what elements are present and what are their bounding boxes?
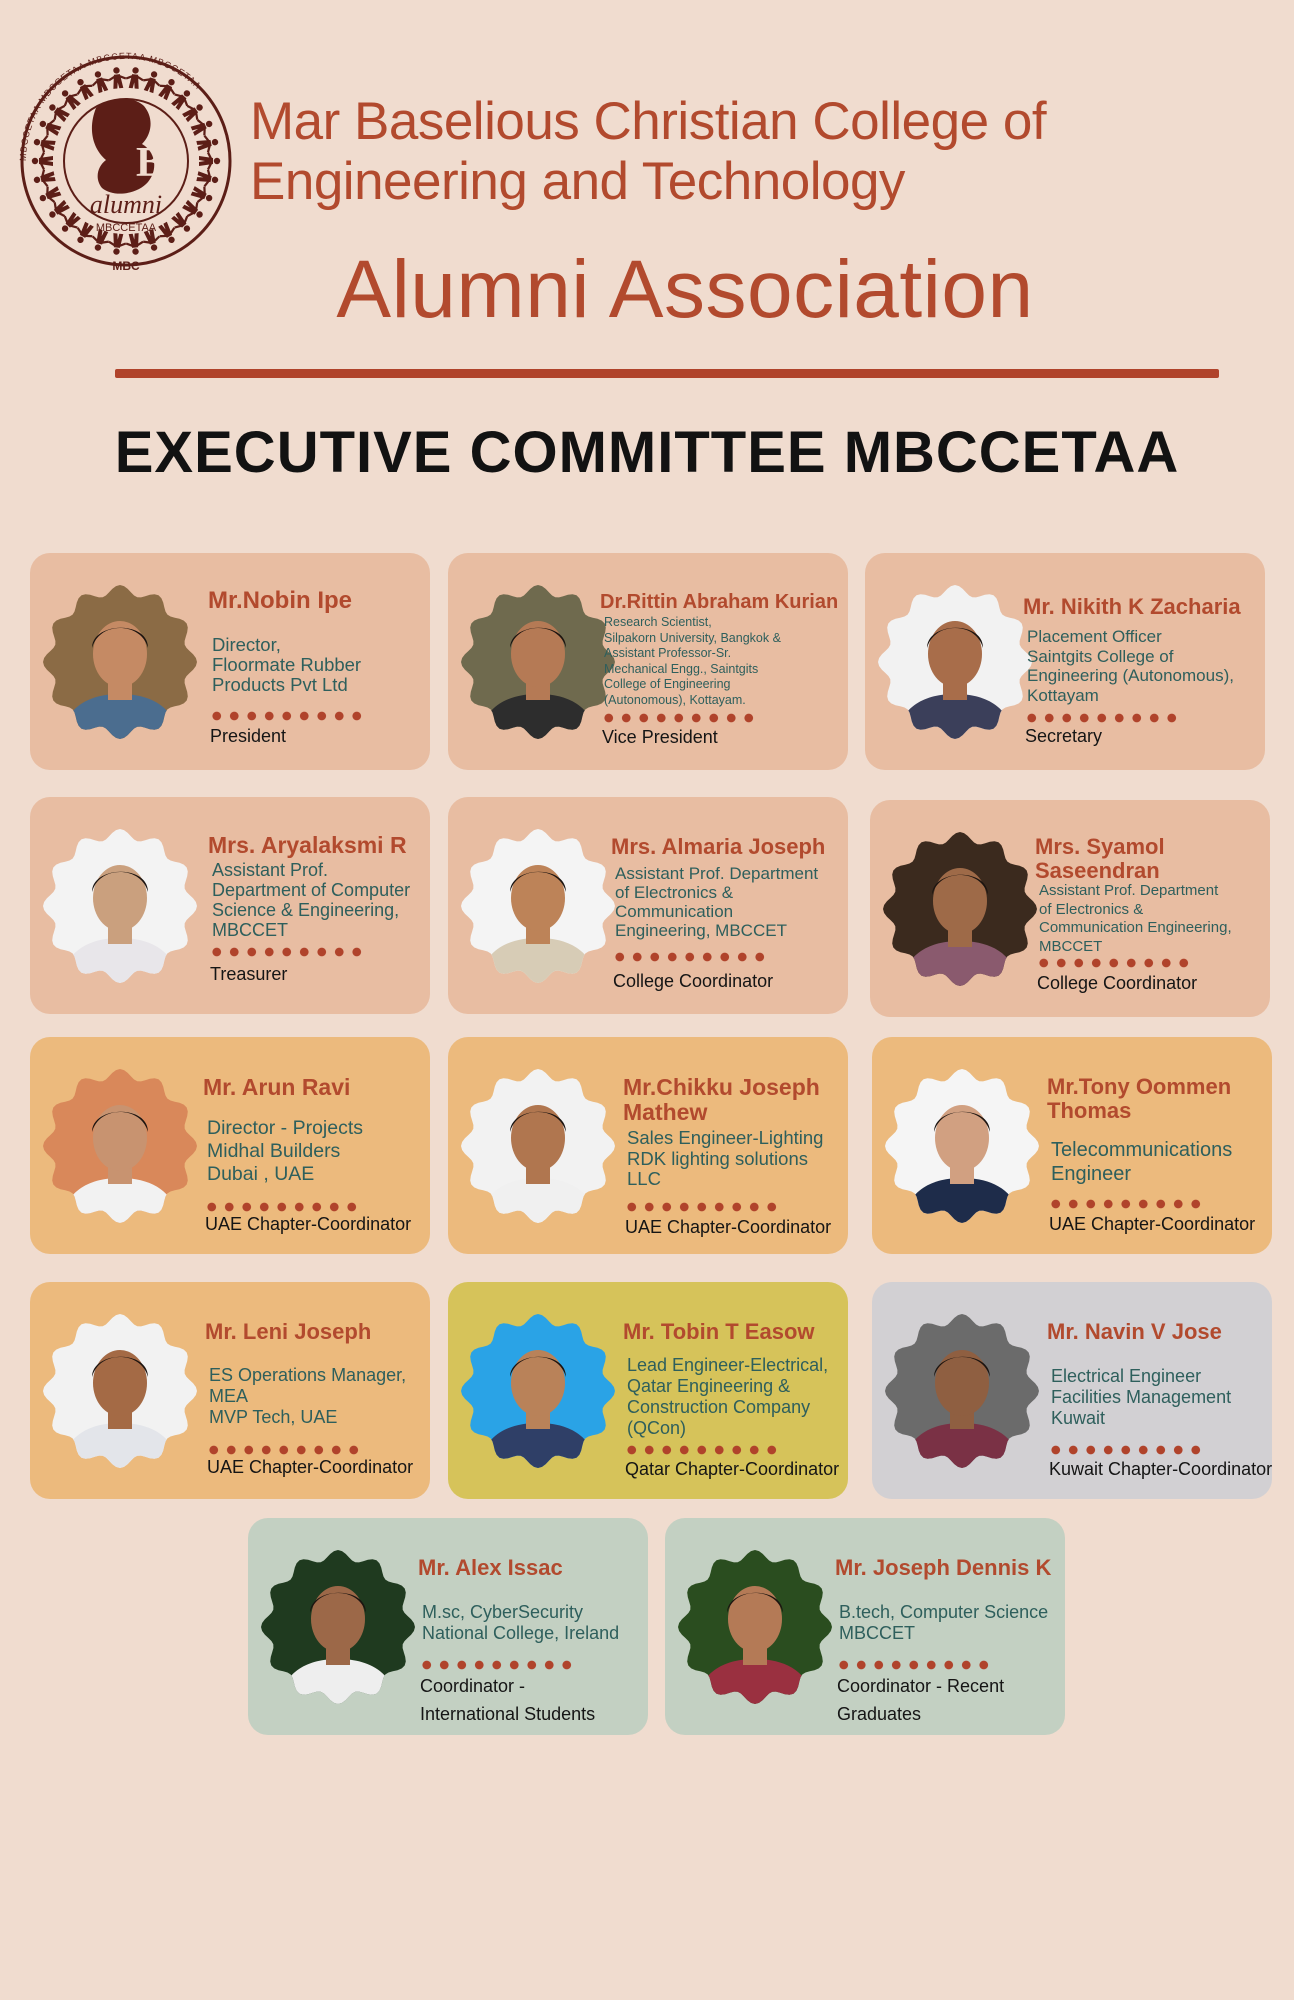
member-name xyxy=(1035,835,1165,883)
member-role xyxy=(613,970,773,992)
member-description-line: Kuwait xyxy=(1051,1408,1106,1428)
member-description-line: Electrical Engineer xyxy=(1051,1366,1202,1386)
committee-title: EXECUTIVE COMMITTEE MBCCETAA xyxy=(114,420,1180,485)
member-name-line: Mrs. Almaria Joseph xyxy=(611,834,826,859)
member-name-line: Thomas xyxy=(1047,1098,1132,1123)
member-name-line: Mr.Nobin Ipe xyxy=(208,587,352,614)
member-name-line: Mathew xyxy=(623,1099,708,1125)
member-role xyxy=(210,725,286,747)
member-description xyxy=(839,1602,1048,1644)
member-description-line: Research Scientist, xyxy=(604,615,712,629)
member-description-line: Assistant Professor-Sr. xyxy=(604,646,732,660)
profile-photo-icon xyxy=(880,829,1040,989)
member-description xyxy=(422,1602,619,1644)
member-description-line: Telecommunications xyxy=(1051,1139,1233,1161)
member-card xyxy=(865,553,1265,770)
member-description-line: MBCCET xyxy=(1039,937,1103,955)
member-description-line: Engineering, MBCCET xyxy=(615,921,787,940)
member-description-line: Kottayam xyxy=(1027,685,1099,705)
member-description xyxy=(615,864,818,940)
member-name-line: Mr. Joseph Dennis K xyxy=(835,1555,1052,1580)
member-role xyxy=(207,1456,413,1478)
member-description-line: of Electronics & xyxy=(1039,900,1144,918)
member-description-line: Department of Computer xyxy=(212,880,411,900)
profile-photo-icon xyxy=(40,1311,200,1471)
profile-photo-icon xyxy=(40,582,200,742)
member-role-line: Kuwait Chapter-Coordinator xyxy=(1049,1459,1273,1479)
member-card xyxy=(872,1282,1272,1499)
member-description xyxy=(212,635,361,695)
svg-text:B: B xyxy=(136,140,165,186)
member-role-line: UAE Chapter-Coordinator xyxy=(205,1214,412,1234)
dotted-separator xyxy=(835,1660,989,1670)
member-description-line: Science & Engineering, xyxy=(212,900,400,920)
member-role xyxy=(1049,1458,1272,1480)
member-name-line: Mr.Tony Oommen xyxy=(1047,1074,1232,1099)
member-name-line: Saseendran xyxy=(1035,858,1160,883)
logo-word: alumni xyxy=(89,190,163,219)
profile-photo-icon xyxy=(882,1311,1042,1471)
member-card xyxy=(448,1282,848,1499)
member-name-line: Mrs. Syamol xyxy=(1035,834,1165,859)
member-role-line: College Coordinator xyxy=(613,971,774,991)
member-name xyxy=(205,1320,371,1344)
member-description-line: Director - Projects xyxy=(207,1117,364,1139)
member-role-line: Vice President xyxy=(602,727,718,747)
member-description-line: B.tech, Computer Science xyxy=(839,1602,1049,1622)
dotted-separator xyxy=(623,1445,777,1455)
member-card xyxy=(870,800,1270,1017)
member-description-line: College of Engineering xyxy=(604,677,731,691)
member-role-line: UAE Chapter-Coordinator xyxy=(207,1457,414,1477)
member-role xyxy=(420,1672,595,1728)
member-description-line: Sales Engineer-Lighting xyxy=(627,1127,824,1148)
member-name-line: Mr. Tobin T Easow xyxy=(623,1319,815,1344)
member-role-line: College Coordinator xyxy=(1037,973,1198,993)
profile-photo-icon xyxy=(458,1066,618,1226)
member-description-line: MEA xyxy=(209,1386,249,1406)
member-description-line: Qatar Engineering & xyxy=(627,1376,791,1396)
member-name xyxy=(418,1556,563,1580)
member-role-line: Graduates xyxy=(837,1704,922,1724)
member-role-line: President xyxy=(210,726,287,746)
member-description xyxy=(209,1365,406,1428)
member-description-line: Communication xyxy=(615,902,734,921)
member-description-line: Dubai , UAE xyxy=(207,1163,315,1185)
dotted-separator xyxy=(600,713,754,723)
member-role-line: Coordinator - Recent xyxy=(837,1676,1005,1696)
profile-photo-icon xyxy=(458,826,618,986)
member-name-line: Mr.Chikku Joseph xyxy=(623,1074,820,1100)
member-name-line: Mrs. Aryalaksmi R xyxy=(208,832,407,858)
alumni-logo-icon xyxy=(18,48,234,274)
member-description-line: M.sc, CyberSecurity xyxy=(422,1602,584,1622)
member-role xyxy=(1025,725,1102,747)
logo-mark: MBC xyxy=(112,259,140,273)
member-card xyxy=(30,1282,430,1499)
member-description xyxy=(1051,1138,1232,1186)
member-description-line: Placement Officer xyxy=(1027,627,1162,646)
member-description xyxy=(212,860,410,940)
member-description xyxy=(1027,627,1234,705)
member-description-line: Assistant Prof. xyxy=(212,860,329,880)
member-description-line: Saintgits College of xyxy=(1027,646,1174,666)
dotted-separator xyxy=(1047,1199,1201,1209)
member-card xyxy=(448,797,848,1014)
member-description-line: Floormate Rubber xyxy=(212,654,362,675)
member-role-line: Treasurer xyxy=(210,964,288,984)
dotted-separator xyxy=(611,952,765,962)
member-description-line: Engineer xyxy=(1051,1163,1132,1185)
member-description-line: Engineering (Autonomous), xyxy=(1027,666,1234,685)
dotted-separator xyxy=(1023,713,1177,723)
member-card xyxy=(872,1037,1272,1254)
member-role xyxy=(602,726,718,748)
member-card xyxy=(448,553,848,770)
member-name xyxy=(623,1075,820,1125)
member-card xyxy=(448,1037,848,1254)
member-description-line: of Electronics & xyxy=(615,883,734,902)
profile-photo-icon xyxy=(40,826,200,986)
member-description xyxy=(627,1128,823,1190)
member-card xyxy=(30,1037,430,1254)
member-name xyxy=(1047,1320,1222,1344)
member-name-line: Mr. Leni Joseph xyxy=(205,1319,372,1344)
member-description-line: Silpakorn University, Bangkok & xyxy=(604,630,781,645)
association-title: Alumni Association xyxy=(336,244,1034,335)
member-description-line: (QCon) xyxy=(627,1418,687,1438)
member-description-line: MBCCET xyxy=(212,920,288,940)
member-role-line: International Students xyxy=(420,1704,596,1724)
member-description-line: MBCCET xyxy=(839,1623,915,1643)
dotted-separator xyxy=(208,947,362,957)
profile-photo-icon xyxy=(458,582,618,742)
member-description xyxy=(207,1117,363,1186)
member-card xyxy=(665,1518,1065,1735)
member-description-line: Facilities Management xyxy=(1051,1387,1232,1407)
member-description-line: Assistant Prof. Department xyxy=(1039,882,1219,899)
member-card xyxy=(30,553,430,770)
member-description-line: Lead Engineer-Electrical, xyxy=(627,1355,829,1375)
member-name-line: Dr.Rittin Abraham Kurian xyxy=(600,591,839,613)
member-description-line: National College, Ireland xyxy=(422,1623,620,1643)
title-divider xyxy=(115,369,1219,378)
dotted-separator xyxy=(203,1202,357,1212)
logo-ring-text: MBCCETAA MBCCETAA MBCCETAA MBCCETAA xyxy=(18,50,204,162)
member-role xyxy=(210,963,287,985)
member-name-line: Mr. Nikith K Zacharia xyxy=(1023,594,1241,619)
profile-photo-icon xyxy=(675,1547,835,1707)
member-card xyxy=(30,797,430,1014)
college-name xyxy=(250,92,1280,212)
member-description-line: (Autonomous), Kottayam. xyxy=(604,692,746,707)
member-description-line: MVP Tech, UAE xyxy=(209,1407,338,1427)
member-role xyxy=(1049,1213,1255,1235)
member-role-line: Secretary xyxy=(1025,726,1103,746)
member-name-line: Mr. Navin V Jose xyxy=(1047,1319,1222,1344)
member-name xyxy=(623,1320,815,1344)
dotted-separator xyxy=(418,1660,572,1670)
member-card xyxy=(248,1518,648,1735)
member-description-line: RDK lighting solutions xyxy=(627,1147,808,1169)
member-description-line: Mechanical Engg., Saintgits xyxy=(604,661,759,676)
profile-photo-icon xyxy=(458,1311,618,1471)
member-name xyxy=(1047,1075,1231,1123)
dotted-separator xyxy=(205,1445,359,1455)
college-name-line2: Engineering and Technology xyxy=(250,152,905,211)
member-name xyxy=(208,833,407,858)
member-role xyxy=(1037,972,1197,994)
profile-photo-icon xyxy=(875,582,1035,742)
member-name xyxy=(600,591,838,613)
member-role-line: UAE Chapter-Coordinator xyxy=(625,1217,832,1237)
member-description-line: LLC xyxy=(627,1168,661,1189)
member-role xyxy=(625,1458,839,1480)
member-description xyxy=(1039,882,1232,956)
member-description xyxy=(1051,1366,1231,1429)
member-name xyxy=(835,1556,1051,1580)
member-name-line: Mr. Arun Ravi xyxy=(203,1074,351,1100)
member-description-line: Midhal Builders xyxy=(207,1140,341,1162)
member-role xyxy=(837,1672,1004,1728)
member-name xyxy=(611,835,825,859)
member-role xyxy=(625,1216,831,1238)
profile-photo-icon xyxy=(40,1066,200,1226)
member-role xyxy=(205,1213,411,1235)
member-description xyxy=(604,615,781,708)
logo-short: MBCCETAA xyxy=(95,222,157,234)
member-name-line: Mr. Alex Issac xyxy=(418,1555,563,1580)
member-role-line: Qatar Chapter-Coordinator xyxy=(625,1459,840,1479)
member-description-line: Products Pvt Ltd xyxy=(212,674,348,695)
dotted-separator xyxy=(208,711,362,721)
dotted-separator xyxy=(623,1202,777,1212)
alumni-logo xyxy=(18,48,234,274)
profile-photo-icon xyxy=(258,1547,418,1707)
member-name xyxy=(208,588,352,614)
profile-photo-icon xyxy=(882,1066,1042,1226)
member-description xyxy=(627,1355,828,1439)
member-role-line: UAE Chapter-Coordinator xyxy=(1049,1214,1256,1234)
member-description-line: Director, xyxy=(212,634,281,655)
member-description-line: Communication Engineering, xyxy=(1039,919,1232,936)
dotted-separator xyxy=(1047,1445,1201,1455)
dotted-separator xyxy=(1035,958,1189,968)
member-name xyxy=(1023,595,1241,619)
member-role-line: Coordinator - xyxy=(420,1676,526,1696)
member-description-line: Construction Company xyxy=(627,1397,811,1417)
college-name-line1: Mar Baselious Christian College of xyxy=(250,92,1047,151)
member-description-line: Assistant Prof. Department xyxy=(615,864,819,883)
member-description-line: ES Operations Manager, xyxy=(209,1365,407,1385)
member-name xyxy=(203,1075,350,1100)
